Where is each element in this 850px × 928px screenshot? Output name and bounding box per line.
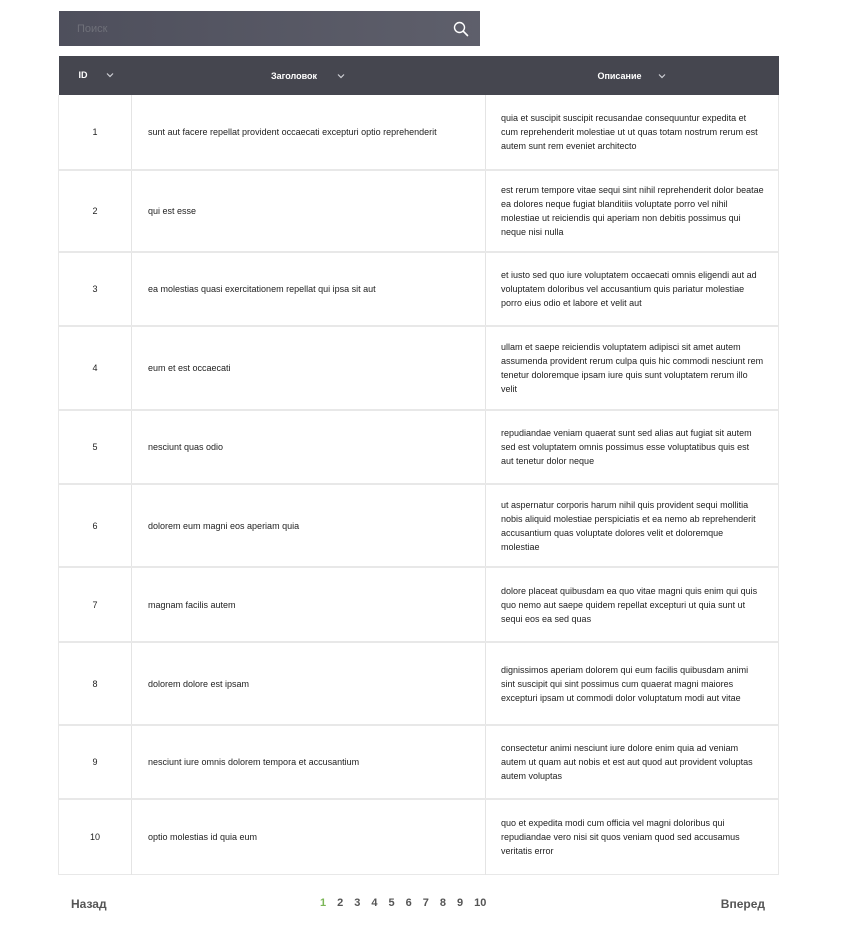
table-row[interactable] — [59, 799, 779, 874]
table-row[interactable] — [59, 170, 779, 252]
table-row[interactable] — [59, 326, 779, 410]
cell-description: dolore placeat quibusdam ea quo vitae magni quis enim qui quis quo nemo aut saepe quidem repellat excepturi ut quia sunt ut sequi eos ea sed quas — [486, 567, 779, 642]
cell-title: nesciunt quas odio — [132, 410, 486, 484]
cell-id: 8 — [59, 642, 132, 725]
page-link[interactable]: 4 — [371, 897, 378, 909]
page-link[interactable]: 2 — [337, 897, 344, 909]
table-row[interactable] — [59, 567, 779, 642]
table-header-row — [59, 56, 779, 95]
table-row[interactable] — [59, 252, 779, 326]
table-row[interactable] — [59, 725, 779, 799]
cell-title: nesciunt iure omnis dolorem tempora et accusantium — [132, 725, 486, 799]
cell-description: est rerum tempore vitae sequi sint nihil reprehenderit dolor beatae ea dolores neque fugiat blanditiis voluptate porro vel nihil molestiae ut reiciendis qui aperiam non debitis possimus qui neque nisi nulla — [486, 170, 779, 252]
page-link[interactable]: 6 — [405, 897, 412, 909]
search-bar — [59, 11, 480, 46]
table-row[interactable] — [59, 484, 779, 567]
cell-description: ullam et saepe reiciendis voluptatem adipisci sit amet autem assumenda provident rerum culpa quis hic commodi nesciunt rem tenetur doloremque ipsam iure quis sunt voluptatem rerum illo velit — [486, 326, 779, 410]
page-link[interactable]: 1 — [320, 897, 327, 909]
cell-id: 7 — [59, 567, 132, 642]
page-link[interactable]: 10 — [474, 897, 487, 909]
cell-id: 1 — [59, 95, 132, 170]
posts-table — [58, 56, 779, 875]
cell-title: qui est esse — [132, 170, 486, 252]
column-header-id[interactable] — [59, 56, 132, 95]
chevron-down-icon[interactable] — [336, 71, 346, 81]
cell-id: 2 — [59, 170, 132, 252]
cell-title: eum et est occaecati — [132, 326, 486, 410]
table-row[interactable] — [59, 95, 779, 170]
cell-id: 10 — [59, 799, 132, 874]
cell-id: 5 — [59, 410, 132, 484]
column-header-label: Заголовок — [270, 70, 318, 81]
cell-description: dignissimos aperiam dolorem qui eum facilis quibusdam animi sint suscipit qui sint possimus cum quaerat magni maiores excepturi ipsam ut commodi dolor voluptatum modi aut vitae — [486, 642, 779, 725]
column-header-description[interactable] — [486, 56, 779, 95]
cell-description: et iusto sed quo iure voluptatem occaecati omnis eligendi aut ad voluptatem doloribus vel accusantium quis pariatur molestiae porro eius odio et labore et velit aut — [486, 252, 779, 326]
cell-description: quia et suscipit suscipit recusandae consequuntur expedita et cum reprehenderit molestiae ut ut quas totam nostrum rerum est autem sunt rem eveniet architecto — [486, 95, 779, 170]
cell-description: quo et expedita modi cum officia vel magni doloribus qui repudiandae vero nisi sit quos veniam quod sed accusamus veritatis error — [486, 799, 779, 874]
page-link[interactable]: 9 — [457, 897, 464, 909]
column-header-label: ID — [78, 70, 88, 80]
prev-page-button[interactable]: Назад — [71, 897, 107, 911]
cell-id: 6 — [59, 484, 132, 567]
cell-description: ut aspernatur corporis harum nihil quis provident sequi mollitia nobis aliquid molestiae perspiciatis et ea nemo ab reprehenderit accusantium quas voluptate dolores velit et doloremque molestiae — [486, 484, 779, 567]
column-header-title[interactable] — [132, 56, 486, 95]
cell-description: consectetur animi nesciunt iure dolore enim quia ad veniam autem ut quam aut nobis et est aut quod aut provident voluptas autem voluptas — [486, 725, 779, 799]
cell-title: sunt aut facere repellat provident occaecati excepturi optio reprehenderit — [132, 95, 486, 170]
column-header-label: Описание — [597, 70, 642, 81]
cell-id: 9 — [59, 725, 132, 799]
next-page-button[interactable]: Вперед — [720, 897, 765, 911]
cell-title: dolorem dolore est ipsam — [132, 642, 486, 725]
page-numbers — [320, 897, 497, 909]
page-link[interactable]: 8 — [439, 897, 446, 909]
cell-title: magnam facilis autem — [132, 567, 486, 642]
cell-description: repudiandae veniam quaerat sunt sed alias aut fugiat sit autem sed est voluptatem omnis possimus esse voluptatibus quis est aut tenetur dolor neque — [486, 410, 779, 484]
cell-id: 3 — [59, 252, 132, 326]
pagination — [58, 893, 778, 915]
table-row[interactable] — [59, 642, 779, 725]
page-link[interactable]: 5 — [388, 897, 395, 909]
table-row[interactable] — [59, 410, 779, 484]
cell-title: dolorem eum magni eos aperiam quia — [132, 484, 486, 567]
chevron-down-icon[interactable] — [657, 71, 667, 81]
cell-title: ea molestias quasi exercitationem repellat qui ipsa sit aut — [132, 252, 486, 326]
page-link[interactable]: 3 — [354, 897, 361, 909]
search-input[interactable] — [59, 11, 439, 46]
search-icon[interactable] — [450, 18, 472, 40]
page-link[interactable]: 7 — [422, 897, 429, 909]
cell-id: 4 — [59, 326, 132, 410]
cell-title: optio molestias id quia eum — [132, 799, 486, 874]
chevron-down-icon[interactable] — [105, 70, 115, 80]
